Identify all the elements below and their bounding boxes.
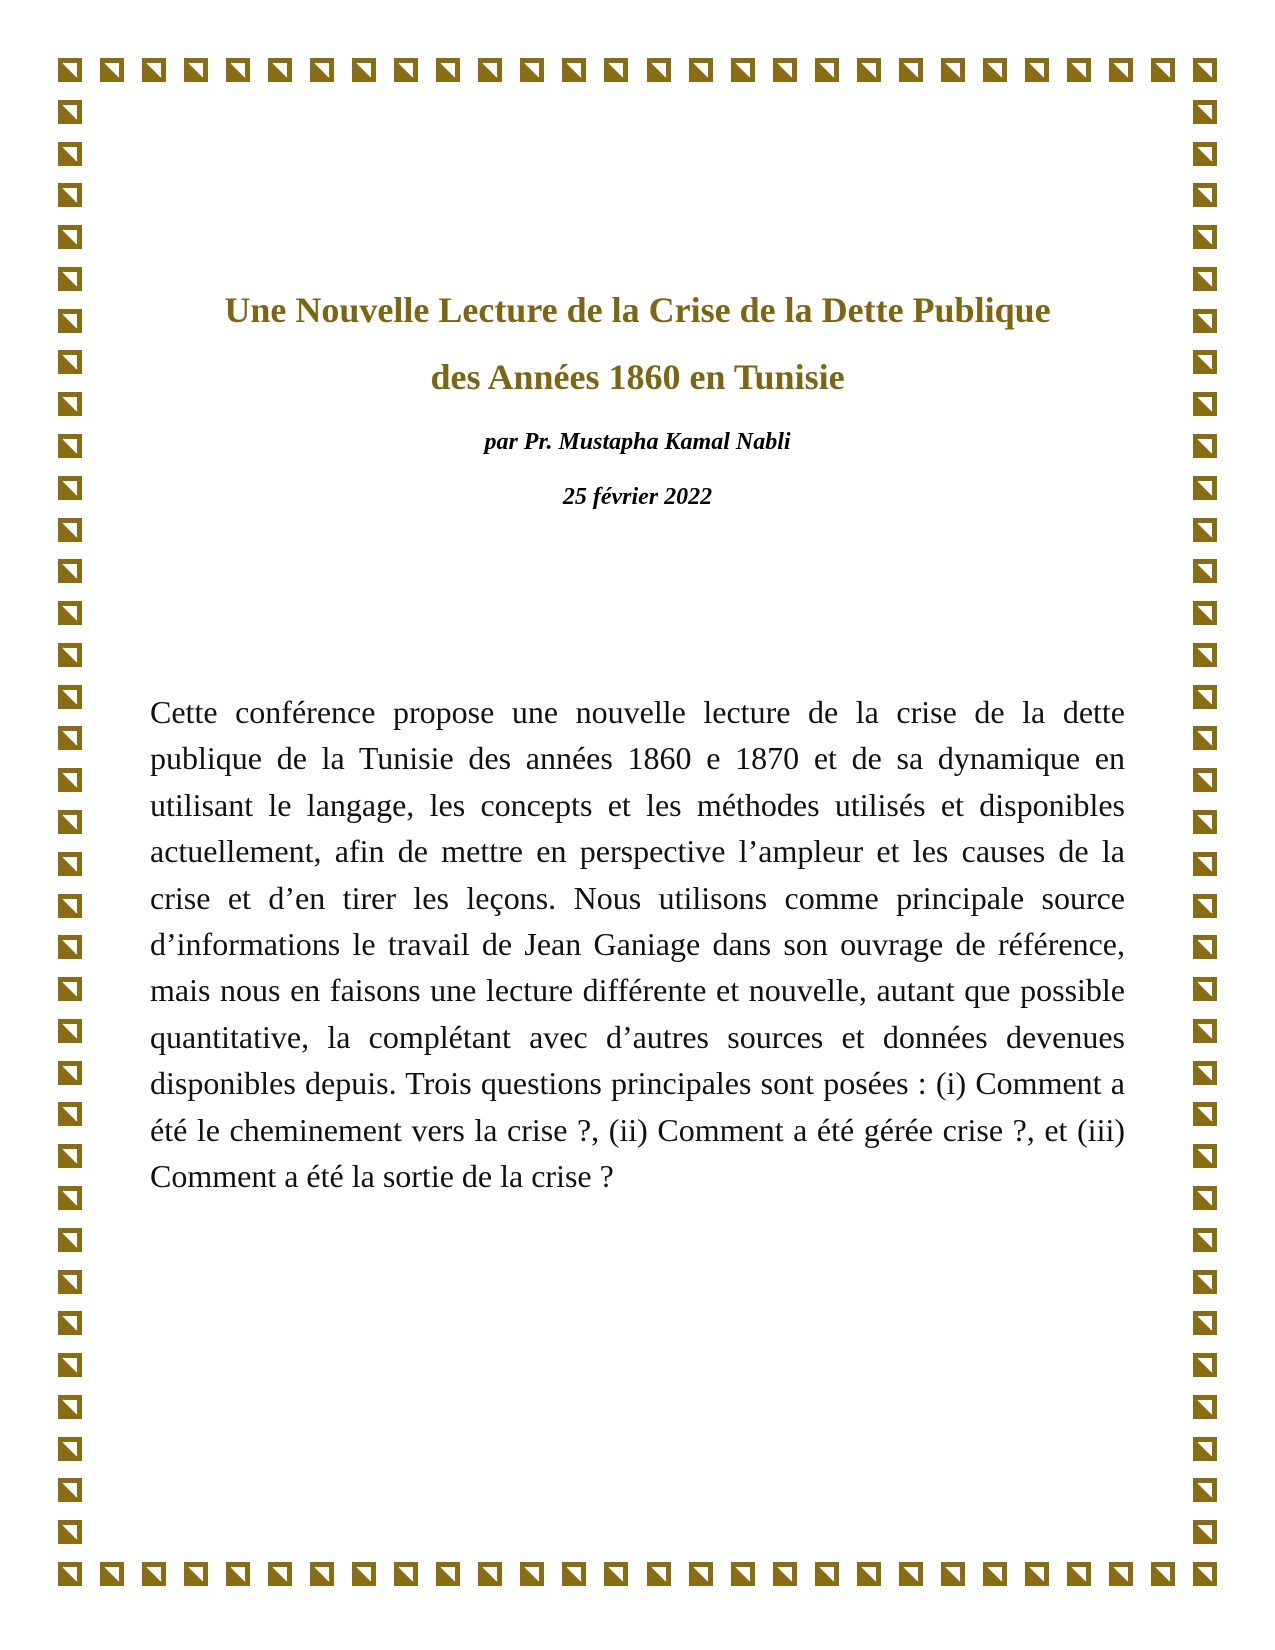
- square-corner-ornament-icon: [899, 58, 923, 82]
- square-corner-ornament-icon: [941, 58, 965, 82]
- document-author: par Pr. Mustapha Kamal Nabli: [484, 429, 791, 455]
- square-corner-ornament-icon: [58, 434, 82, 458]
- square-corner-ornament-icon: [520, 58, 544, 82]
- square-corner-ornament-icon: [1067, 1562, 1091, 1586]
- square-corner-ornament-icon: [58, 894, 82, 918]
- square-corner-ornament-icon: [1193, 476, 1217, 500]
- square-corner-ornament-icon: [1193, 142, 1217, 166]
- square-corner-ornament-icon: [689, 1562, 713, 1586]
- square-corner-ornament-icon: [58, 350, 82, 374]
- square-corner-ornament-icon: [1193, 726, 1217, 750]
- square-corner-ornament-icon: [1193, 183, 1217, 207]
- square-corner-ornament-icon: [689, 58, 713, 82]
- square-corner-ornament-icon: [58, 810, 82, 834]
- square-corner-ornament-icon: [1193, 852, 1217, 876]
- square-corner-ornament-icon: [310, 1562, 334, 1586]
- square-corner-ornament-icon: [1151, 58, 1175, 82]
- square-corner-ornament-icon: [1151, 1562, 1175, 1586]
- square-corner-ornament-icon: [58, 601, 82, 625]
- square-corner-ornament-icon: [1025, 1562, 1049, 1586]
- square-corner-ornament-icon: [1193, 643, 1217, 667]
- square-corner-ornament-icon: [1193, 935, 1217, 959]
- square-corner-ornament-icon: [1193, 1311, 1217, 1335]
- square-corner-ornament-icon: [142, 58, 166, 82]
- square-corner-ornament-icon: [1025, 58, 1049, 82]
- square-corner-ornament-icon: [394, 1562, 418, 1586]
- document-title-line-2: des Années 1860 en Tunisie: [430, 357, 845, 397]
- square-corner-ornament-icon: [562, 58, 586, 82]
- square-corner-ornament-icon: [1067, 58, 1091, 82]
- square-corner-ornament-icon: [100, 58, 124, 82]
- square-corner-ornament-icon: [604, 1562, 628, 1586]
- square-corner-ornament-icon: [1193, 894, 1217, 918]
- square-corner-ornament-icon: [1193, 100, 1217, 124]
- square-corner-ornament-icon: [58, 267, 82, 291]
- square-corner-ornament-icon: [1193, 518, 1217, 542]
- square-corner-ornament-icon: [1193, 768, 1217, 792]
- square-corner-ornament-icon: [857, 58, 881, 82]
- square-corner-ornament-icon: [58, 476, 82, 500]
- square-corner-ornament-icon: [1193, 267, 1217, 291]
- square-corner-ornament-icon: [478, 58, 502, 82]
- square-corner-ornament-icon: [394, 58, 418, 82]
- square-corner-ornament-icon: [142, 1562, 166, 1586]
- square-corner-ornament-icon: [478, 1562, 502, 1586]
- square-corner-ornament-icon: [1109, 58, 1133, 82]
- square-corner-ornament-icon: [58, 1019, 82, 1043]
- square-corner-ornament-icon: [1193, 1186, 1217, 1210]
- square-corner-ornament-icon: [58, 935, 82, 959]
- square-corner-ornament-icon: [1193, 977, 1217, 1001]
- square-corner-ornament-icon: [731, 1562, 755, 1586]
- square-corner-ornament-icon: [58, 183, 82, 207]
- square-corner-ornament-icon: [1193, 225, 1217, 249]
- square-corner-ornament-icon: [58, 768, 82, 792]
- square-corner-ornament-icon: [58, 1353, 82, 1377]
- square-corner-ornament-icon: [1193, 1395, 1217, 1419]
- square-corner-ornament-icon: [436, 1562, 460, 1586]
- square-corner-ornament-icon: [58, 1144, 82, 1168]
- square-corner-ornament-icon: [1193, 1019, 1217, 1043]
- square-corner-ornament-icon: [58, 1228, 82, 1252]
- document-date: 25 février 2022: [562, 484, 713, 510]
- square-corner-ornament-icon: [310, 58, 334, 82]
- square-corner-ornament-icon: [1109, 1562, 1133, 1586]
- square-corner-ornament-icon: [226, 58, 250, 82]
- square-corner-ornament-icon: [352, 1562, 376, 1586]
- square-corner-ornament-icon: [1193, 685, 1217, 709]
- square-corner-ornament-icon: [1193, 810, 1217, 834]
- square-corner-ornament-icon: [857, 1562, 881, 1586]
- square-corner-ornament-icon: [58, 1102, 82, 1126]
- square-corner-ornament-icon: [58, 559, 82, 583]
- square-corner-ornament-icon: [604, 58, 628, 82]
- square-corner-ornament-icon: [1193, 559, 1217, 583]
- square-corner-ornament-icon: [899, 1562, 923, 1586]
- square-corner-ornament-icon: [226, 1562, 250, 1586]
- square-corner-ornament-icon: [268, 58, 292, 82]
- square-corner-ornament-icon: [184, 1562, 208, 1586]
- square-corner-ornament-icon: [1193, 1144, 1217, 1168]
- square-corner-ornament-icon: [184, 58, 208, 82]
- square-corner-ornament-icon: [58, 100, 82, 124]
- square-corner-ornament-icon: [352, 58, 376, 82]
- square-corner-ornament-icon: [268, 1562, 292, 1586]
- square-corner-ornament-icon: [1193, 1270, 1217, 1294]
- square-corner-ornament-icon: [815, 1562, 839, 1586]
- square-corner-ornament-icon: [58, 309, 82, 333]
- square-corner-ornament-icon: [647, 58, 671, 82]
- square-corner-ornament-icon: [1193, 58, 1217, 82]
- square-corner-ornament-icon: [941, 1562, 965, 1586]
- square-corner-ornament-icon: [1193, 434, 1217, 458]
- square-corner-ornament-icon: [58, 685, 82, 709]
- square-corner-ornament-icon: [58, 1562, 82, 1586]
- square-corner-ornament-icon: [58, 518, 82, 542]
- square-corner-ornament-icon: [58, 1311, 82, 1335]
- square-corner-ornament-icon: [731, 58, 755, 82]
- square-corner-ornament-icon: [58, 392, 82, 416]
- square-corner-ornament-icon: [58, 977, 82, 1001]
- square-corner-ornament-icon: [100, 1562, 124, 1586]
- square-corner-ornament-icon: [58, 852, 82, 876]
- square-corner-ornament-icon: [58, 225, 82, 249]
- square-corner-ornament-icon: [1193, 350, 1217, 374]
- square-corner-ornament-icon: [58, 1061, 82, 1085]
- square-corner-ornament-icon: [58, 726, 82, 750]
- square-corner-ornament-icon: [983, 58, 1007, 82]
- square-corner-ornament-icon: [647, 1562, 671, 1586]
- square-corner-ornament-icon: [1193, 309, 1217, 333]
- square-corner-ornament-icon: [436, 58, 460, 82]
- document-title-line-1: Une Nouvelle Lecture de la Crise de la Dette Publique: [224, 290, 1051, 330]
- square-corner-ornament-icon: [773, 1562, 797, 1586]
- square-corner-ornament-icon: [58, 58, 82, 82]
- square-corner-ornament-icon: [983, 1562, 1007, 1586]
- abstract-paragraph: Cette conférence propose une nouvelle lecture de la crise de la dette publique de la Tunisie des années 1860 e 1870 et de sa dynamique en utilisant le langage, les concepts et les méthodes utilisés et disponibles actuellement, afin de mettre en perspective l’ampleur et les causes de la crise et d’en tirer les leçons. Nous utilisons comme principale source d’informations le travail de Jean Ganiage dans son ouvrage de référence, mais nous en faisons une lecture différente et nouvelle, autant que possible quantitative, la complétant avec d’autres sources et données devenues disponibles depuis. Trois questions principales sont posées : (i) Comment a été le cheminement vers la crise ?, (ii) Comment a été gérée crise ?, et (iii) Comment a été la sortie de la crise ?: [150, 694, 1125, 1195]
- square-corner-ornament-icon: [773, 58, 797, 82]
- square-corner-ornament-icon: [520, 1562, 544, 1586]
- square-corner-ornament-icon: [1193, 1353, 1217, 1377]
- square-corner-ornament-icon: [562, 1562, 586, 1586]
- square-corner-ornament-icon: [1193, 1102, 1217, 1126]
- square-corner-ornament-icon: [58, 1520, 82, 1544]
- square-corner-ornament-icon: [58, 1478, 82, 1502]
- square-corner-ornament-icon: [1193, 1562, 1217, 1586]
- square-corner-ornament-icon: [815, 58, 839, 82]
- square-corner-ornament-icon: [58, 1270, 82, 1294]
- square-corner-ornament-icon: [1193, 1061, 1217, 1085]
- square-corner-ornament-icon: [58, 1395, 82, 1419]
- square-corner-ornament-icon: [1193, 392, 1217, 416]
- square-corner-ornament-icon: [58, 1186, 82, 1210]
- square-corner-ornament-icon: [58, 1437, 82, 1461]
- square-corner-ornament-icon: [1193, 1520, 1217, 1544]
- square-corner-ornament-icon: [1193, 1478, 1217, 1502]
- square-corner-ornament-icon: [58, 142, 82, 166]
- square-corner-ornament-icon: [1193, 1228, 1217, 1252]
- square-corner-ornament-icon: [58, 643, 82, 667]
- square-corner-ornament-icon: [1193, 1437, 1217, 1461]
- square-corner-ornament-icon: [1193, 601, 1217, 625]
